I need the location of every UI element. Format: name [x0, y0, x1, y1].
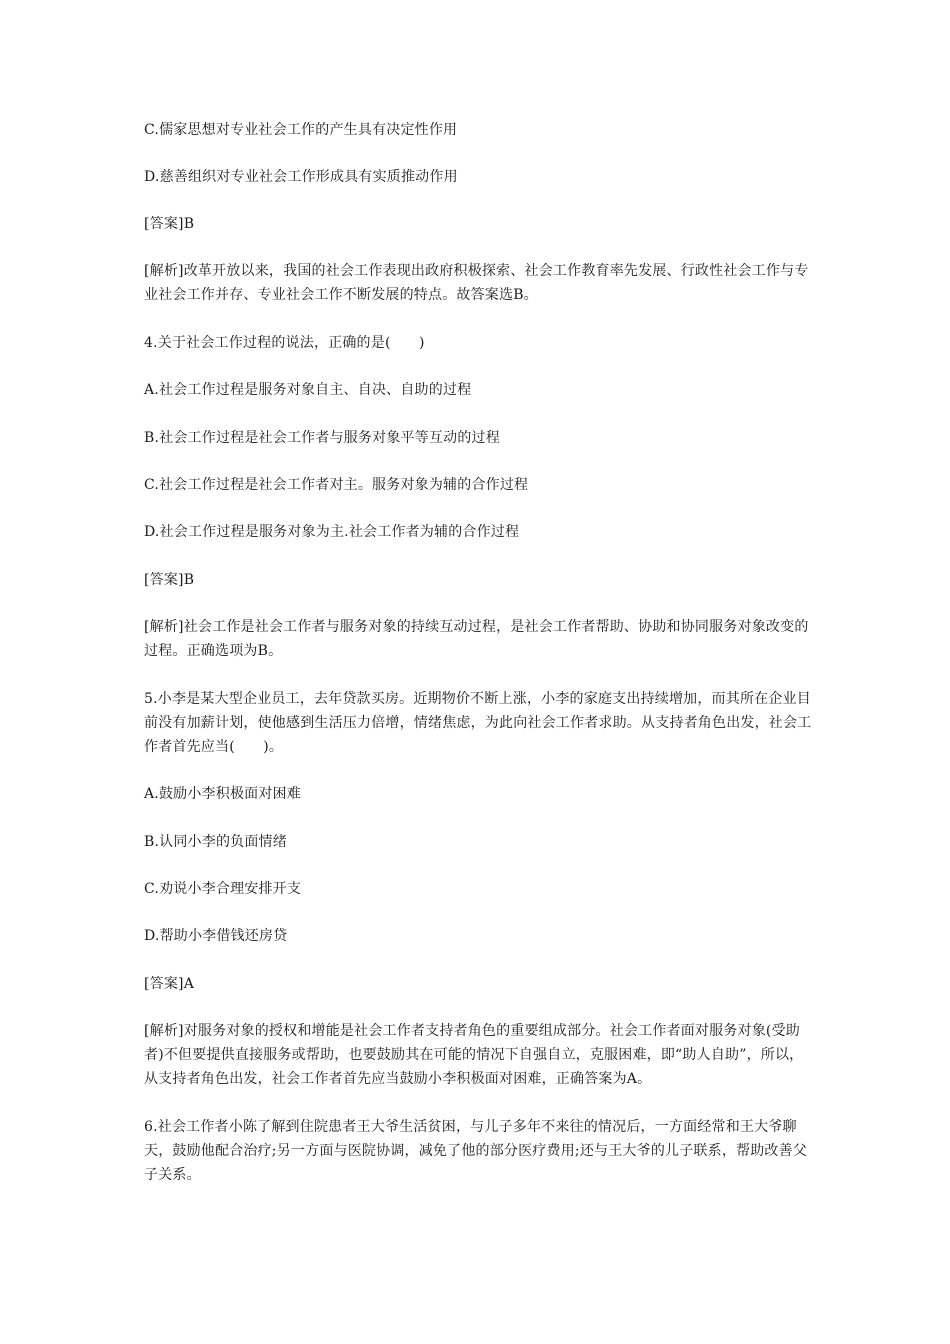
option-a-q4: A.社会工作过程是服务对象自主、自决、自助的过程	[144, 382, 472, 398]
option-c-q3: C.儒家思想对专业社会工作的产生具有决定性作用	[144, 122, 458, 138]
explanation-q4: [解析]社会工作是社会工作者与服务对象的持续互动过程，是社会工作者帮助、协助和协同服务对象改变的过程。正确选项为B。	[144, 619, 809, 659]
option-c-q4: C.社会工作过程是社会工作者对主。服务对象为辅的合作过程	[144, 477, 529, 493]
option-d-q5: D.帮助小李借钱还房贷	[144, 928, 288, 944]
option-b-q4: B.社会工作过程是社会工作者与服务对象平等互动的过程	[144, 430, 500, 446]
option-c-q5: C.劝说小李合理安排开支	[144, 881, 302, 897]
option-b-q5: B.认同小李的负面情绪	[144, 834, 287, 850]
question-5: 5.小李是某大型企业员工，去年贷款买房。近期物价不断上涨，小李的家庭支出持续增加，而其所在企业目前没有加薪计划，使他感到生活压力倍增，情绪焦虑，为此向社会工作者求助。从支持者角色出发，社会工作者首先应当( )。	[144, 691, 812, 755]
option-d-q4: D.社会工作过程是服务对象为主.社会工作者为辅的合作过程	[144, 524, 520, 540]
answer-q4: [答案]B	[144, 572, 195, 588]
answer-q3: [答案]B	[144, 216, 195, 232]
question-6: 6.社会工作者小陈了解到住院患者王大爷生活贫困，与儿子多年不来往的情况后，一方面经常和王大爷聊天，鼓励他配合治疗;另一方面与医院协调，减免了他的部分医疗费用;还与王大爷的儿子联系，帮助改善父子关系。	[144, 1119, 808, 1183]
document-page	[144, 0, 814, 1344]
option-a-q5: A.鼓励小李积极面对困难	[144, 786, 301, 802]
explanation-q5: [解析]对服务对象的授权和增能是社会工作者支持者角色的重要组成部分。社会工作者面对服务对象(受助者)不但要提供直接服务或帮助，也要鼓励其在可能的情况下自强自立，克服困难，即“助人自助”，所以，从支持者角色出发，社会工作者首先应当鼓励小李积极面对困难，正确答案为A。	[144, 1023, 804, 1087]
option-d-q3: D.慈善组织对专业社会工作形成具有实质推动作用	[144, 169, 458, 185]
explanation-q3: [解析]改革开放以来，我国的社会工作表现出政府积极探索、社会工作教育率先发展、行政性社会工作与专业社会工作并存、专业社会工作不断发展的特点。故答案选B。	[144, 263, 809, 303]
answer-q5: [答案]A	[144, 976, 195, 992]
question-4: 4.关于社会工作过程的说法，正确的是( )	[144, 335, 425, 351]
